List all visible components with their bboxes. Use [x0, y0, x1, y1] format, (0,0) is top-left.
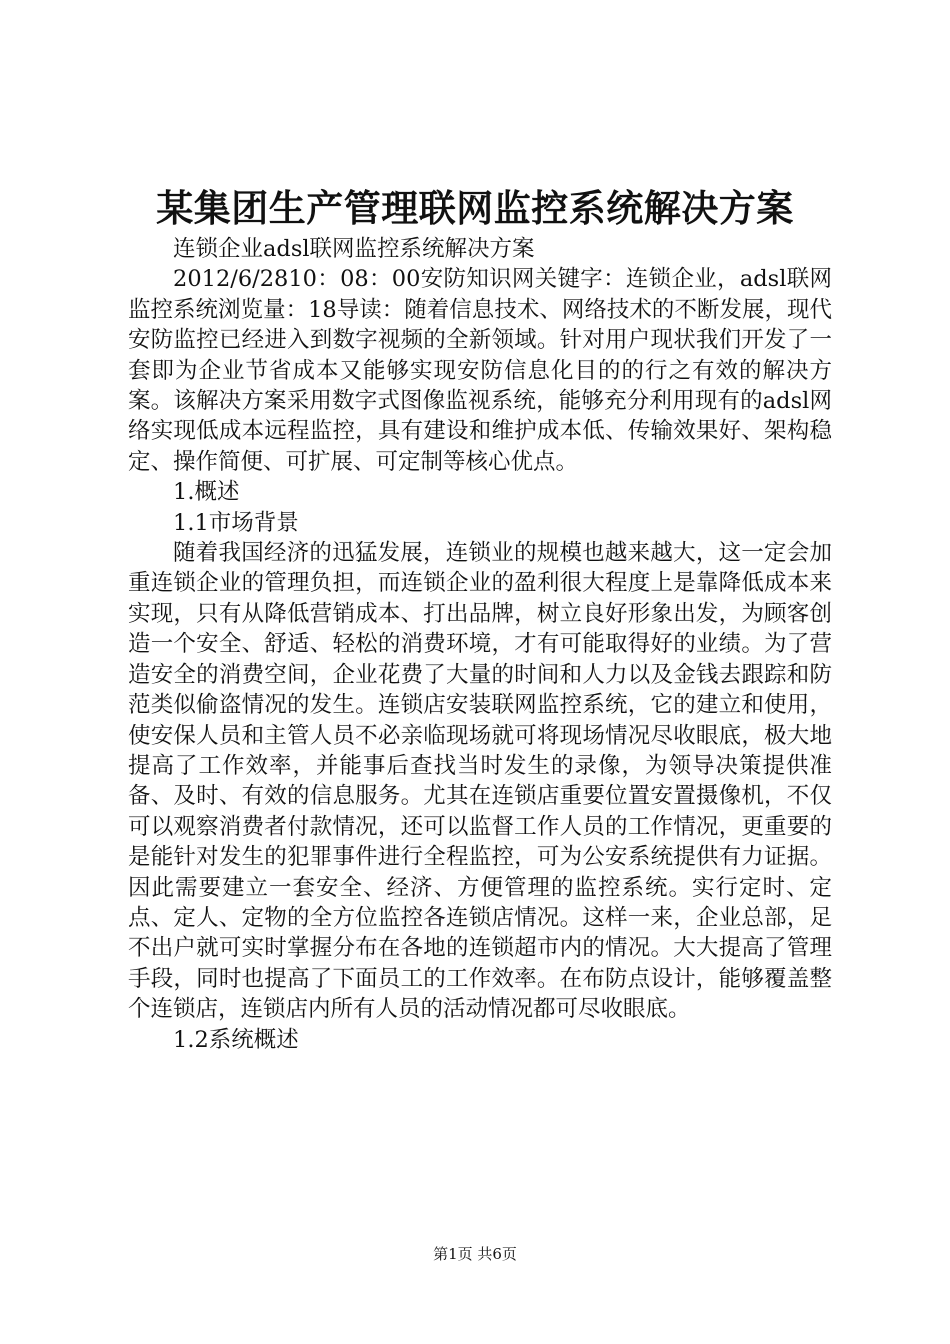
section-heading-overview: 1.概述	[173, 479, 240, 506]
section-heading-market-background: 1.1市场背景	[173, 509, 299, 536]
subtitle-paragraph: 连锁企业adsl联网监控系统解决方案	[173, 236, 535, 262]
section-heading-system-overview: 1.2系统概述	[173, 1026, 299, 1053]
document-body	[128, 234, 832, 1055]
market-background-paragraph: 随着我国经济的迅猛发展，连锁业的规模也越来越大，这一定会加重连锁企业的管理负担，而连锁企业的盈利很大程度上是靠降低成本来实现，只有从降低营销成本、打出品牌，树立良好形象出发，为顾客创造一个安全、舒适、轻松的消费环境，才有可能取得好的业绩。为了营造安全的消费空间，企业花费了大量的时间和人力以及金钱去跟踪和防范类似偷盗情况的发生。连锁店安装联网监控系统，它的建立和使用，使安保人员和主管人员不必亲临现场就可将现场情况尽收眼底，极大地提高了工作效率，并能事后查找当时发生的录像，为领导决策提供准备、及时、有效的信息服务。尤其在连锁店重要位置安置摄像机，不仅可以观察消费者付款情况，还可以监督工作人员的工作情况，更重要的是能针对发生的犯罪事件进行全程监控，可为公安系统提供有力证据。因此需要建立一套安全、经济、方便管理的监控系统。实行定时、定点、定人、定物的全方位监控各连锁店情况。这样一来，企业总部，足不出户就可实时掌握分布在各地的连锁超市内的情况。大大提高了管理手段，同时也提高了下面员工的工作效率。在布防点设计，能够覆盖整个连锁店，连锁店内所有人员的活动情况都可尽收眼底。	[128, 540, 832, 1023]
intro-paragraph: 2012/6/2810：08：00安防知识网关键字：连锁企业，adsl联网监控系统浏览量：18导读：随着信息技术、网络技术的不断发展，现代安防监控已经进入到数字视频的全新领域。针对用户现状我们开发了一套即为企业节省成本又能够实现安防信息化目的的行之有效的解决方案。该解决方案采用数字式图像监视系统，能够充分利用现有的adsl网络实现低成本远程监控，具有建设和维护成本低、传输效果好、架构稳定、操作简便、可扩展、可定制等核心优点。	[128, 266, 832, 475]
document-title: 某集团生产管理联网监控系统解决方案	[156, 186, 794, 230]
page-indicator: 第1页 共6页	[433, 1245, 517, 1263]
